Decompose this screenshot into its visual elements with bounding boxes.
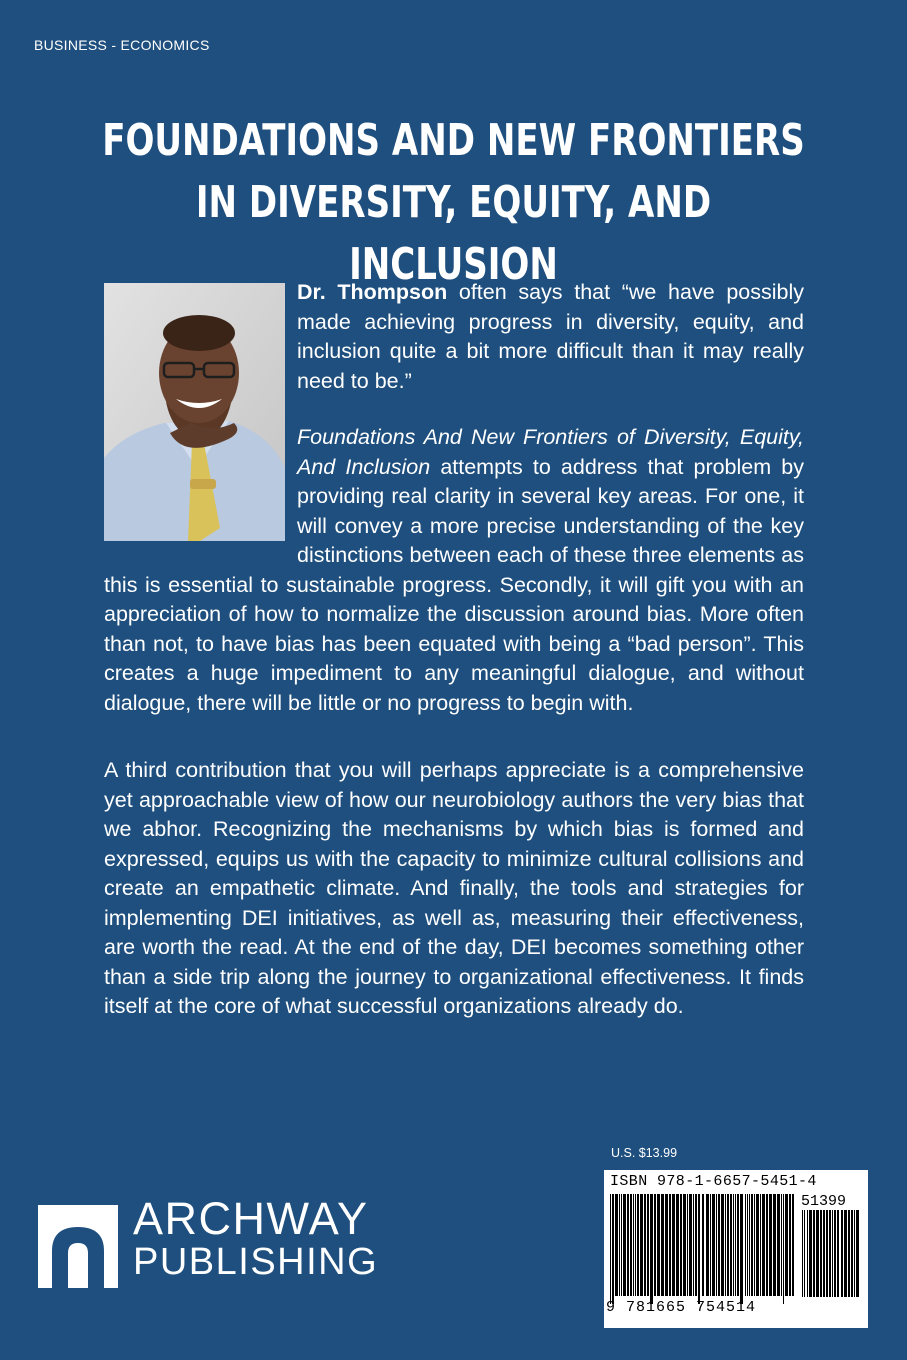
barcode-bar <box>637 1194 639 1296</box>
barcode-bar <box>635 1194 636 1296</box>
barcode-bar <box>773 1194 776 1296</box>
barcode-bar <box>721 1194 724 1296</box>
barcode-bar <box>733 1194 734 1296</box>
barcode-bar <box>695 1194 697 1296</box>
barcode-bar <box>710 1194 711 1296</box>
title-line-1: FOUNDATIONS AND NEW FRONTIERS <box>102 115 805 166</box>
barcode-bar <box>777 1194 780 1296</box>
barcode-bar <box>633 1194 634 1296</box>
barcode-bar <box>820 1210 822 1297</box>
barcode-bar <box>792 1194 794 1296</box>
barcode-bar <box>809 1210 812 1297</box>
category-label: BUSINESS - ECONOMICS <box>34 37 210 53</box>
barcode-bar <box>687 1194 688 1296</box>
barcode-bar <box>627 1194 629 1296</box>
barcode-bar <box>725 1194 726 1296</box>
barcode-bar <box>841 1210 843 1297</box>
barcode-bar <box>789 1194 791 1296</box>
barcode-bar <box>735 1194 736 1296</box>
book-title <box>98 110 809 296</box>
barcode-bar <box>854 1210 855 1297</box>
barcode-bar <box>745 1194 746 1296</box>
barcode-bar <box>826 1210 828 1297</box>
barcode-bar <box>669 1194 671 1296</box>
barcode-bar <box>769 1194 772 1296</box>
book-title-italic: Foundations And New Frontiers of Diversity, Equity, And Inclusion <box>297 425 804 479</box>
barcode-bar <box>813 1210 815 1297</box>
barcode-digits: 9 781665 754514 <box>606 1299 757 1316</box>
barcode-bar <box>716 1194 717 1296</box>
barcode-bar <box>619 1194 620 1296</box>
barcode-bar <box>832 1210 833 1297</box>
barcode-bar <box>615 1194 618 1296</box>
barcode-bar <box>807 1210 808 1297</box>
barcode-bar <box>766 1194 768 1296</box>
isbn-barcode <box>604 1170 868 1328</box>
publisher-logo <box>133 1193 379 1283</box>
barcode-bar <box>644 1194 646 1296</box>
photo-spacer <box>104 278 297 542</box>
barcode-bar <box>621 1194 622 1296</box>
barcode-bar <box>834 1210 836 1297</box>
barcode-bar <box>802 1210 803 1297</box>
barcode-bar <box>712 1194 715 1296</box>
barcode-bar <box>698 1194 700 1304</box>
barcode-bar <box>762 1194 765 1296</box>
barcode-bar <box>829 1210 831 1297</box>
barcode-addon-bars-icon <box>802 1210 862 1305</box>
barcode-bar <box>610 1194 611 1304</box>
barcode-bar <box>856 1210 859 1297</box>
barcode-addon-number: 51399 <box>801 1193 847 1210</box>
barcode-bar <box>661 1194 664 1296</box>
barcode-bar <box>693 1194 694 1296</box>
barcode-bar <box>781 1194 782 1296</box>
price-label: U.S. $13.99 <box>611 1146 678 1160</box>
barcode-bar <box>740 1194 743 1304</box>
barcode-bar <box>751 1194 753 1296</box>
barcode-bar <box>730 1194 732 1296</box>
barcode-bar <box>718 1194 720 1296</box>
author-name: Dr. Thompson <box>297 280 448 304</box>
barcode-bar <box>823 1210 825 1297</box>
barcode-bar <box>657 1194 660 1296</box>
barcode-bar <box>706 1194 709 1296</box>
blurb <box>104 278 804 1022</box>
publisher-name-line-2: PUBLISHING <box>133 1241 379 1283</box>
barcode-bar <box>737 1194 739 1296</box>
barcode-bar <box>654 1194 656 1296</box>
barcode-bar <box>672 1194 675 1296</box>
barcode-bars-icon <box>610 1194 796 1304</box>
barcode-bar <box>837 1210 839 1297</box>
barcode-bar <box>785 1194 788 1296</box>
barcode-bar <box>623 1194 626 1296</box>
barcode-bar <box>747 1194 748 1296</box>
publisher-name-line-1: ARCHWAY <box>133 1193 369 1244</box>
barcode-bar <box>760 1194 761 1296</box>
isbn-number: ISBN 978-1-6657-5451-4 <box>610 1173 817 1190</box>
barcode-bar <box>676 1194 679 1296</box>
blurb-paragraph-2-text: attempts to address that problem by providing real clarity in several key areas. For one, it will convey a more precise understanding of the key distinctions between each of these three elements as this is essential to sustainable progress. Secondly, it will gift you with an appreciation of how to normalize the discussion around bias. More often than not, to have bias has been equated with being a “bad person”. This creates a huge impediment to any meaningful dialogue, and without dialogue, there will be little or no progress to begin with. <box>104 454 804 715</box>
barcode-bar <box>816 1210 819 1297</box>
barcode-bar <box>689 1194 692 1296</box>
barcode-bar <box>804 1210 805 1297</box>
barcode-bar <box>727 1194 729 1296</box>
title-line-2: IN DIVERSITY, EQUITY, AND INCLUSION <box>195 177 712 290</box>
barcode-bar <box>851 1210 853 1297</box>
blurb-paragraph-3: A third contribution that you will perhaps appreciate is a comprehensive yet approachable view of how our neurobiology authors the very bias that we abhor. Recognizing the mechanisms by which bias is formed and expressed, equips us with the capacity to minimize cultural collisions and create an empathetic climate. And finally, the tools and strategies for implementing DEI initiatives, as well as, measuring their effectiveness, are worth the read. At the end of the day, DEI becomes something other than a side trip along the journey to organizational effectiveness. It finds itself at the core of what successful organizations already do. <box>104 758 804 1018</box>
barcode-bar <box>683 1194 686 1296</box>
barcode-bar <box>680 1194 682 1296</box>
archway-logo-icon <box>38 1205 118 1288</box>
barcode-bar <box>665 1194 668 1296</box>
barcode-bar <box>630 1194 632 1296</box>
barcode-bar <box>640 1194 643 1296</box>
barcode-bar <box>848 1210 850 1297</box>
barcode-bar <box>702 1194 704 1296</box>
barcode-bar <box>844 1210 847 1297</box>
barcode-bar <box>647 1194 649 1296</box>
barcode-bar <box>754 1194 755 1296</box>
barcode-bar <box>650 1194 653 1304</box>
blurb-paragraph-1-text: often says that “we have possibly made achieving progress in diversity, equity, and inclusion quite a bit more difficult than it may really need to be.” <box>297 280 804 393</box>
barcode-bar <box>612 1194 614 1304</box>
barcode-bar <box>783 1194 784 1304</box>
barcode-bar <box>756 1194 759 1296</box>
barcode-bar <box>749 1194 750 1296</box>
